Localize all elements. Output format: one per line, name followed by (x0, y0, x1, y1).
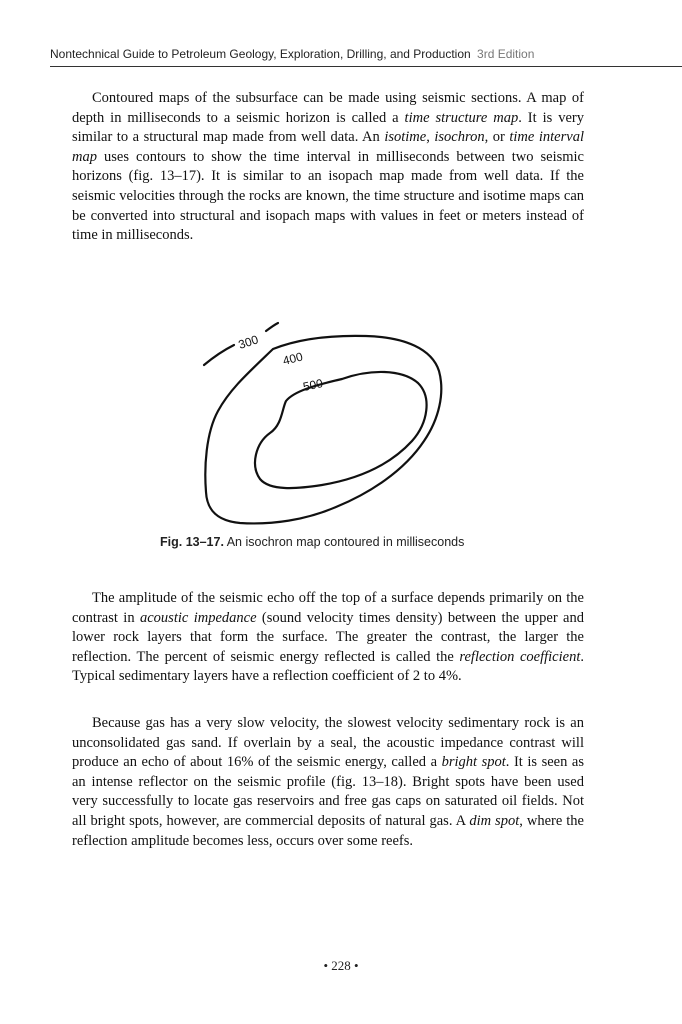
page-number: • 228 • (323, 958, 359, 973)
term-time-interval-map: time interval map (72, 129, 584, 165)
contour-label-500: 500 (301, 376, 325, 394)
term-acoustic-impedance: acoustic impedance (139, 609, 257, 626)
term-reflection-coefficient: reflection coefficient (459, 648, 581, 665)
term-isochron: isochron (434, 129, 485, 146)
contour-label-400: 400 (281, 349, 305, 368)
term-isotime: isotime (384, 129, 427, 146)
book-title: Nontechnical Guide to Petroleum Geology, Exploration, Drilling, and Production (50, 47, 471, 61)
header-rule (50, 66, 682, 67)
isochron-map-drawing (190, 315, 450, 530)
figure-caption-text: An isochron map contoured in milliseconds (223, 535, 465, 549)
contour-label-300: 300 (236, 332, 260, 352)
paragraph-bright-spot: Because gas has a very slow velocity, the slowest velocity sedimentary rock is an unconsolidated gas sand. If overlain by a seal, the acoustic impedance contrast will produce an echo of about 16% of the seismic energy, called a bright spot. It is seen as an intense reflector on the seismic profile (fig. 13–18). Bright spots have been used very successfully to locate gas reservoirs and free gas caps on saturated oil fields. Not all bright spots, however, are commercial deposits of natural gas. A dim spot, where the reflection amplitude becomes less, occurs over some reefs. (72, 715, 585, 849)
contour-500 (255, 372, 427, 488)
running-header (50, 47, 682, 61)
isochron-map-figure (190, 315, 450, 530)
book-edition: 3rd Edition (477, 47, 535, 61)
figure-caption (160, 535, 560, 549)
contour-400 (205, 336, 441, 524)
paragraph-contoured-maps: Contoured maps of the subsurface can be made using seismic sections. A map of depth in milliseconds to a seismic horizon is called a time structure map. It is very similar to a structural map made from well data. An isotime, isochron, or time interval map uses contours to show the time interval in milliseconds between two seismic horizons (fig. 13–17). It is similar to an isopach map made from well data. If the seismic velocities through the rocks are known, the time structure and isotime maps can be converted into structural and isopach maps with values in feet or meters instead of time in milliseconds. (72, 90, 584, 244)
contour-300-tail (266, 323, 278, 331)
paragraph-amplitude: The amplitude of the seismic echo off the top of a surface depends primarily on the contrast in acoustic impedance (sound velocity times density) between the upper and lower rock layers that form the surface. The greater the contrast, the larger the reflection. The percent of seismic energy reflected is called the reflection coefficient. Typical sedimentary layers have a reflection coefficient of 2 to 4%. (72, 590, 584, 685)
contour-300 (204, 345, 234, 365)
figure-number: Fig. 13–17. (160, 535, 224, 549)
term-dim-spot: dim spot (469, 812, 520, 829)
term-time-structure-map: time structure map (404, 109, 519, 126)
term-bright-spot: bright spot (441, 754, 506, 771)
